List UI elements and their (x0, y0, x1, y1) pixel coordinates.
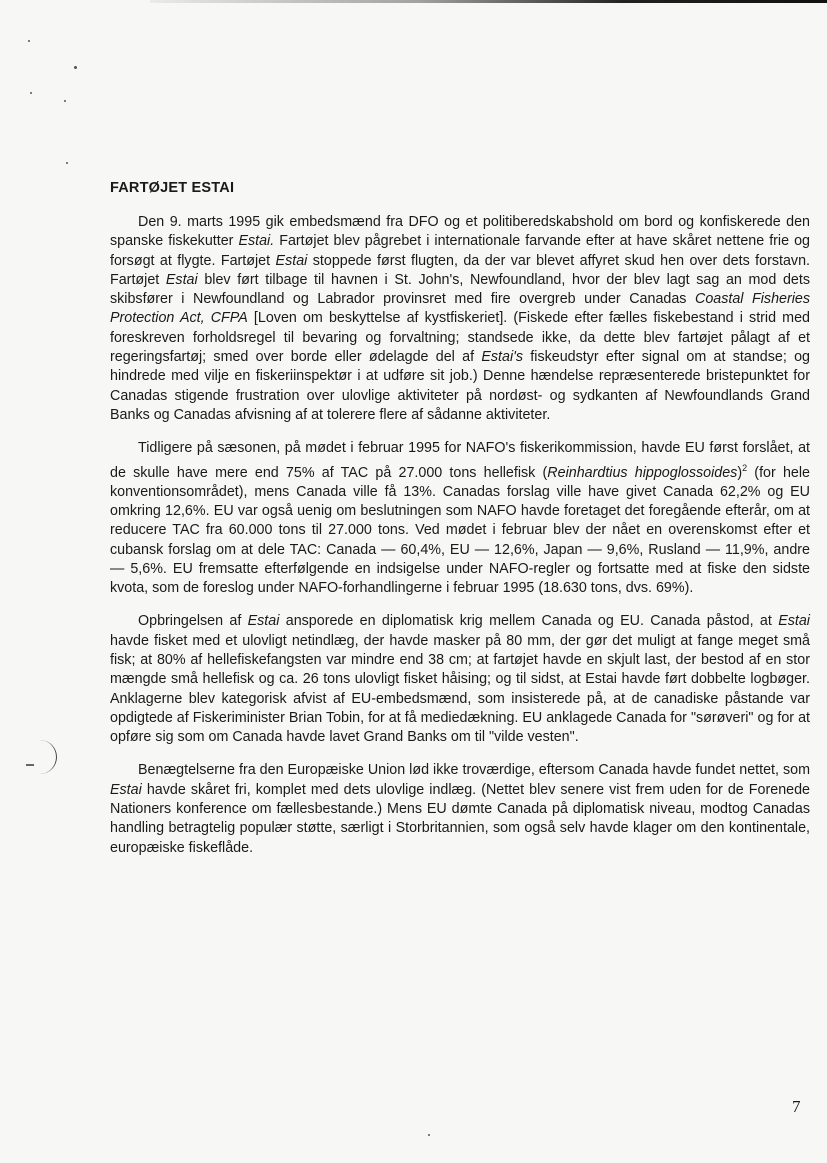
italic-text: Estai (110, 781, 142, 798)
page-number: 7 (792, 1097, 801, 1116)
paragraph-text: ansporede en diplomatisk krig mellem Canada og EU. Canada påstod, at (279, 613, 779, 630)
paragraph (110, 213, 810, 425)
scan-dash-mark (26, 764, 34, 766)
paragraph-text: Den 9. marts 1995 gik embedsmænd fra DFO og et politiberedskabshold om bord og konfiskerede den spanske fiskekutter (110, 214, 810, 250)
paragraph-text: (for hele konventionsområdet), mens Canada ville få 13%. Canadas forslag ville have givet Canada 62,2% og EU omkring 12,6%. EU var også uenig om beslutningen som NAFO havde foretaget det foregående efterår, om at reducere TAC fra 60.000 tons til 27.000 tons. Ved mødet i februar blev der nået en overenskomst efter et cubansk forslag om at dele TAC: Canada — 60,4%, EU — 12,6%, Japan — 9,6%, Rusland — 11,9%, andre — 5,6%. EU fremsatte efterfølgende en indsigelse under NAFO-regler og fortsatte med at fiske den sidste kvota, som de foreslog under NAFO-forhandlingerne i februar 1995 (18.630 tons, dvs. 69%). (110, 464, 810, 597)
paragraph-text: Fartøjet blev pågrebet i internationale farvande efter at have skåret nettene frie og forsøgt at flygte. Fartøjet (110, 233, 810, 269)
italic-text: Estai (165, 271, 198, 288)
paragraph-text: stoppede først flugten, da der var blevet affyret skud hen over dets forstavn. Fartøjet (110, 252, 810, 288)
footnote-marker: 2 (742, 462, 748, 473)
italic-text: Estai (275, 252, 308, 269)
paragraph (110, 439, 810, 598)
paragraph (110, 612, 810, 747)
paragraph (110, 761, 810, 857)
paragraph-text: [Loven om beskyttelse af kystfiskeriet]. (Fiskede efter fælles fiskebestand i strid med foreskreven forholdsregel til bevaring og forvaltning; standsede ikke, da dette blev fartøjet pålagt af et regeringsfartøj; smed over borde eller ødelagde del af (110, 310, 810, 366)
section-heading: FARTØJET ESTAI (110, 180, 235, 196)
paragraph-text: Benægtelserne fra den Europæiske Union lød ikke troværdige, eftersom Canada havde fundet nettet, som (138, 762, 810, 779)
scan-bracket-mark (38, 740, 57, 774)
italic-text: Estai's (481, 349, 524, 366)
scan-speck (28, 40, 30, 42)
document-body (110, 180, 810, 872)
paragraph-text: havde fisket med et ulovligt netindlæg, der havde masker på 80 mm, der gør det muligt at fange meget små fisk; at 80% af hellefiskefangsten var mindre end 38 cm; at fartøjet havde en skjult last, der bestod af en stor mængde små hellefisk og ca. 26 tons ulovligt fisket håising; og til sidst, at Estai havde ført dobbelte logbøger. Anklagerne blev kategorisk afvist af EU-embedsmænd, som insisterede på, at de canadiske påstande var opdigtede af Fiskeriminister Brian Tobin, for at få mediedækning. EU anklagede Canada for "sørøveri" og for at opføre sig som om Canada havde lavet Grand Banks om til "vilde vesten". (110, 632, 810, 746)
paragraph-text: havde skåret fri, komplet med dets ulovlige indlæg. (Nettet blev senere vist frem uden for de Forenede Nationers konference om fællesbestande.) Mens EU dømte Canada på diplomatisk niveau, modtog Canadas handling betragtelig populær støtte, særligt i Storbritannien, som også selv havde klager om den kontinentale, europæiske fiskeflåde. (110, 781, 810, 856)
paragraph-text: ) (737, 464, 743, 481)
italic-text: Estai (247, 613, 280, 630)
italic-text: Coastal Fisheries Protection Act, CFPA (110, 291, 811, 327)
scan-top-edge (150, 0, 827, 3)
scan-speck (66, 162, 68, 164)
scan-speck (428, 1134, 430, 1136)
paragraph-text: Tidligere på sæsonen, på mødet i februar 1995 for NAFO's fiskerikommission, havde EU først forslået, at de skulle have mere end 75% af TAC på 27.000 tons hellefisk ( (110, 440, 810, 481)
paragraph-text: blev ført tilbage til havnen i St. John's, Newfoundland, hvor der blev lagt sag an mod dets skibsfører i Newfoundland og Labrador provinsret med fire overgreb under Canadas (110, 271, 810, 308)
italic-text: Estai. (238, 233, 275, 250)
scan-speck (64, 100, 66, 102)
italic-text: Reinhardtius hippoglossoides (547, 464, 738, 481)
scan-speck (30, 92, 32, 94)
italic-text: Estai (778, 613, 810, 630)
scan-speck (74, 66, 77, 69)
paragraph-text: Opbringelsen af (138, 613, 248, 630)
paragraph-text: fiskeudstyr efter signal om at standse; og hindrede med vilje en fiskeriinspektør i at udføre sit job.) Denne hændelse repræsenterede bristepunktet for Canadas stigende frustration over ulovlige aktiviteter på nordøst- og sydkanten af Newfoundlands Grand Banks og Canadas afvisning af at tolerere flere af sådanne aktiviteter. (110, 349, 810, 423)
